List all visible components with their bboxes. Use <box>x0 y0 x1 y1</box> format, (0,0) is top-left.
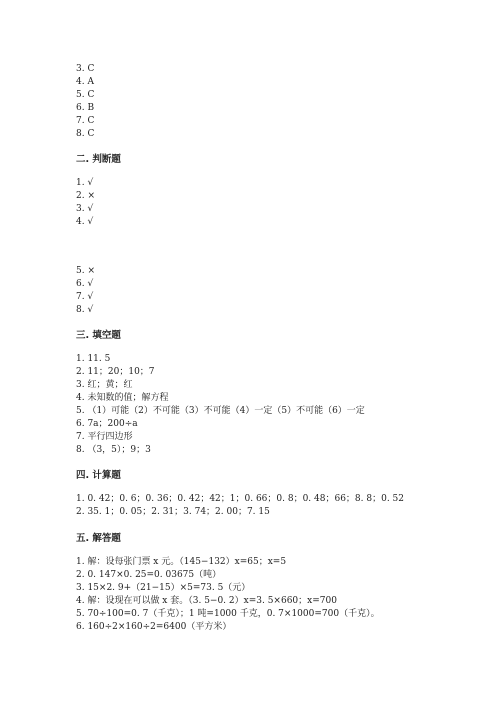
calculation-answer-1: 1. 0. 42；0. 6；0. 36；0. 42；42；1；0. 66；0. 8；0. 48；66；8. 8；0. 52 <box>76 494 404 504</box>
true-false-answer-5: 5. × <box>76 266 95 276</box>
true-false-answer-4: 4. √ <box>76 217 94 227</box>
true-false-answer-3: 3. √ <box>76 204 94 214</box>
true-false-answer-2: 2. × <box>76 191 95 201</box>
word-problem-answer-2: 2. 0. 147×0. 25=0. 03675（吨） <box>76 570 222 580</box>
fill-blank-answer-8: 8. （3，5）；9；3 <box>76 445 151 455</box>
fill-blank-answer-2: 2. 11；20；10；7 <box>76 367 155 377</box>
choice-answer-7: 7. C <box>76 116 95 126</box>
true-false-answer-1: 1. √ <box>76 178 94 188</box>
choice-answer-3: 3. C <box>76 64 95 74</box>
fill-blank-answer-3: 3. 红；黄；红 <box>76 380 133 390</box>
fill-blank-answer-4: 4. 未知数的值；解方程 <box>76 393 169 403</box>
choice-answer-5: 5. C <box>76 90 95 100</box>
word-problem-answer-4: 4. 解：设现在可以做 x 套。（3. 5−0. 2）x=3. 5×660；x=700 <box>76 596 337 606</box>
calculation-answer-2: 2. 35. 1；0. 05；2. 31；3. 74；2. 00；7. 15 <box>76 507 270 517</box>
section-heading-fill-blank: 三. 填空题 <box>76 330 121 341</box>
choice-answer-6: 6. B <box>76 103 95 113</box>
choice-answer-8: 8. C <box>76 129 95 139</box>
section-heading-word-problems: 五. 解答题 <box>76 533 121 544</box>
true-false-answer-7: 7. √ <box>76 292 94 302</box>
fill-blank-answer-6: 6. 7a；200÷a <box>76 419 138 429</box>
true-false-answer-6: 6. √ <box>76 279 94 289</box>
fill-blank-answer-1: 1. 11. 5 <box>76 354 111 364</box>
section-heading-true-false: 二. 判断题 <box>76 154 121 165</box>
word-problem-answer-3: 3. 15×2. 9+（21−15）×5=73. 5（元） <box>76 583 251 593</box>
fill-blank-answer-5: 5. （1）可能（2）不可能（3）不可能（4）一定（5）不可能（6）一定 <box>76 406 365 416</box>
word-problem-answer-1: 1. 解：设每张门票 x 元。（145−132）x=65；x=5 <box>76 557 287 567</box>
fill-blank-answer-7: 7. 平行四边形 <box>76 432 133 442</box>
choice-answer-4: 4. A <box>76 77 94 87</box>
word-problem-answer-5: 5. 70÷100=0. 7（千克）；1 吨=1000 千克，0. 7×1000=700（千克）。 <box>76 609 380 619</box>
word-problem-answer-6: 6. 160÷2×160÷2=6400（平方米） <box>76 622 232 632</box>
section-heading-calculation: 四. 计算题 <box>76 470 121 481</box>
true-false-answer-8: 8. √ <box>76 305 94 315</box>
